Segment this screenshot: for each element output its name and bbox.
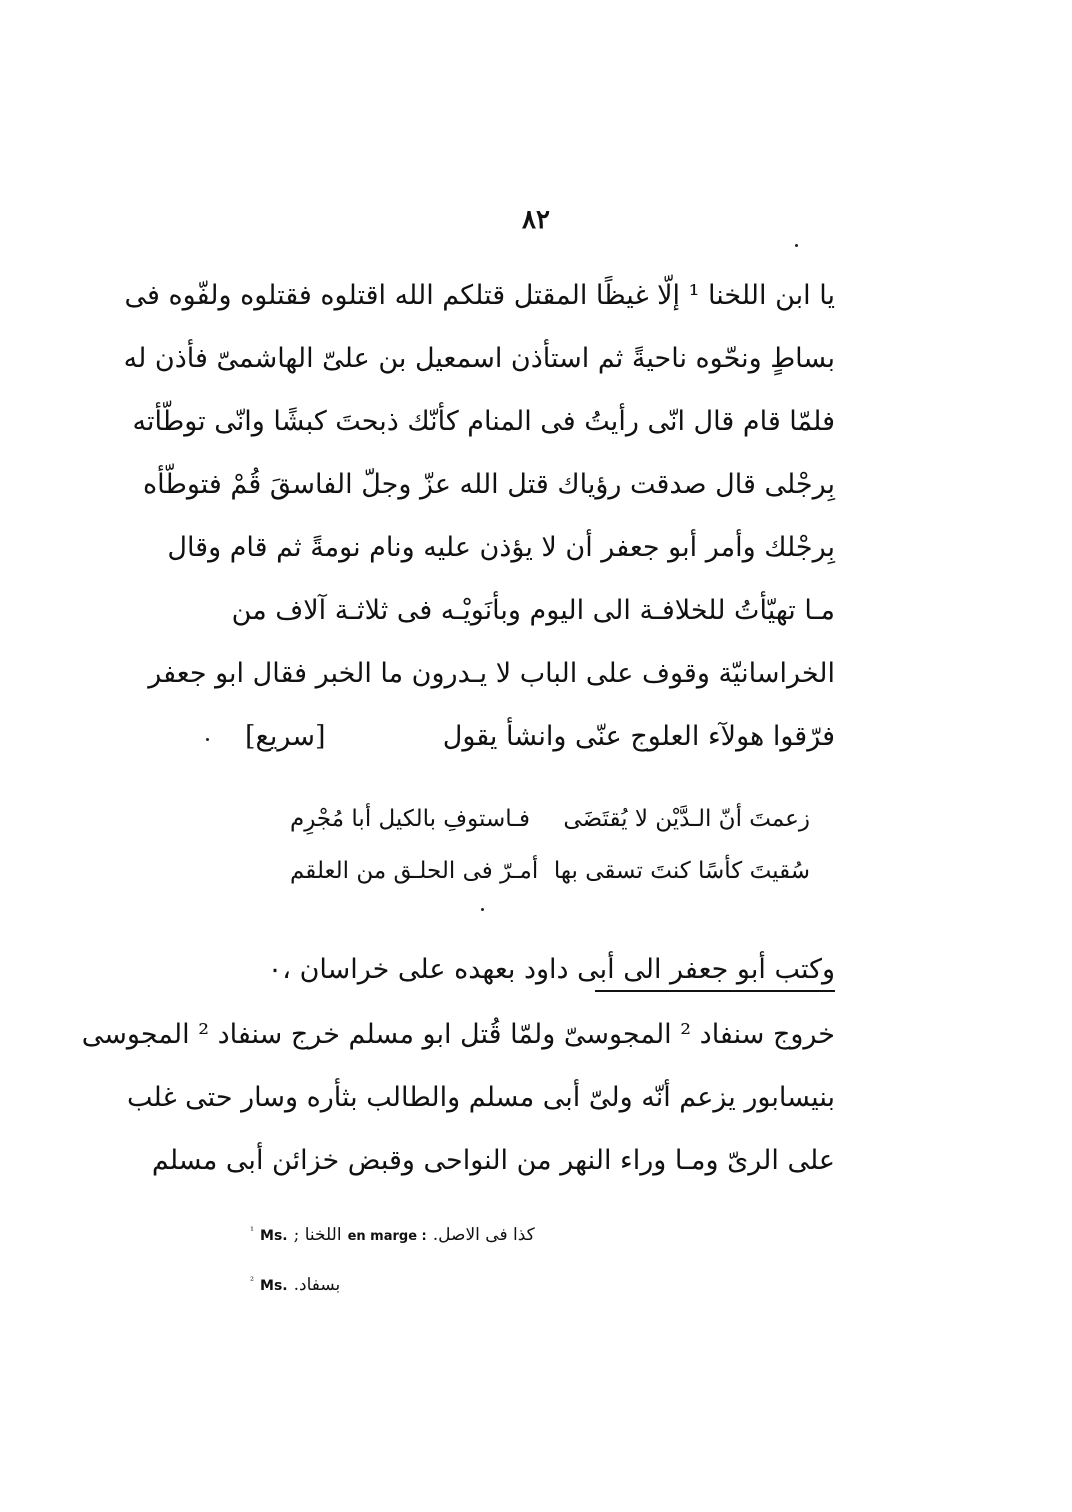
verse-first-hemistich: زعمتَ أنّ الـدَّيْن لا يُقتَضَى	[563, 806, 810, 832]
footnote-ms-label: Ms.	[260, 1278, 288, 1294]
paragraph-1	[123, 264, 835, 768]
text-line: بِرجْلى قال صدقت رؤياك قتل الله عزّ وجلّ الفاسقَ قُمْ فتوطّأه	[142, 469, 835, 500]
text-line: خروج سنفاد ² المجوسىّ ولمّا قُتل ابو مسلم خرج سنفاد ² المجوسى	[81, 1019, 835, 1050]
footnotes	[250, 1207, 750, 1307]
text-line-with-meter	[245, 705, 835, 768]
text-line: مـا تهيّأتُ للخلافـة الى اليوم وبأنَويْـه فى ثلاثـة آلاف من	[231, 595, 835, 626]
footnote-note-text: كذا فى الاصل.	[432, 1225, 535, 1245]
heading-underline	[595, 990, 835, 992]
text-line: بِرجْلك وأمر أبو جعفر أن لا يؤذن عليه ونام نومةً ثم قام وقال	[167, 532, 835, 563]
verse	[290, 793, 810, 845]
text-line: بساطٍ ونحّوه ناحيةً ثم استأذن اسمعيل بن علىّ الهاشمىّ فأذن له	[123, 343, 835, 374]
section-heading: وكتب أبو جعفر الى أبى داود بعهده على خراسان ،٠	[267, 954, 835, 985]
scan-speck	[206, 738, 209, 741]
verse-second-hemistich: فـاستوفِ بالكيل أبا مُجْرِم	[290, 806, 530, 832]
text-line: فلمّا قام قال انّى رأيتُ فى المنام كأنّك ذبحتَ كبشًا وانّى توطّأته	[132, 406, 835, 437]
verse	[290, 845, 810, 897]
paragraph-2	[81, 1003, 835, 1192]
scan-speck	[795, 244, 798, 247]
poetic-meter-label: [سريع]	[245, 721, 326, 752]
footnote-ms-reading: اللخنا ;	[293, 1225, 342, 1245]
text-line: فرّقوا هولآء العلوج عنّى وانشأ يقول	[442, 721, 835, 752]
footnote	[250, 1257, 750, 1307]
footnote-marker: ²	[250, 1276, 255, 1287]
verse-second-hemistich: أمـرّ فى الحلـق من العلقم	[290, 858, 539, 884]
verse-first-hemistich: سُقيتَ كأسًا كنتَ تسقى بها	[553, 858, 810, 884]
footnote-note-label: en marge :	[347, 1229, 427, 1244]
footnote	[250, 1207, 750, 1257]
text-line: على الرىّ ومـا وراء النهر من النواحى وقبض خزائن أبى مسلم	[151, 1145, 835, 1176]
scan-speck	[481, 908, 484, 911]
footnote-marker: ¹	[250, 1226, 255, 1237]
text-line: يا ابن اللخنا ¹ إلّا غيظًا المقتل قتلكم الله اقتلوه فقتلوه ولفّوه فى	[124, 280, 835, 311]
text-line: بنيسابور يزعم أنّه ولىّ أبى مسلم والطالب بثأره وسار حتى غلب	[127, 1082, 835, 1113]
section-heading-line	[245, 945, 835, 995]
page-number: ٨٢	[522, 205, 550, 235]
footnote-ms-label: Ms.	[260, 1228, 288, 1244]
text-line: الخراسانيّة وقوف على الباب لا يـدرون ما الخبر فقال ابو جعفر	[148, 658, 835, 689]
footnote-ms-reading: بسفاد.	[293, 1275, 341, 1295]
poem	[290, 793, 810, 897]
